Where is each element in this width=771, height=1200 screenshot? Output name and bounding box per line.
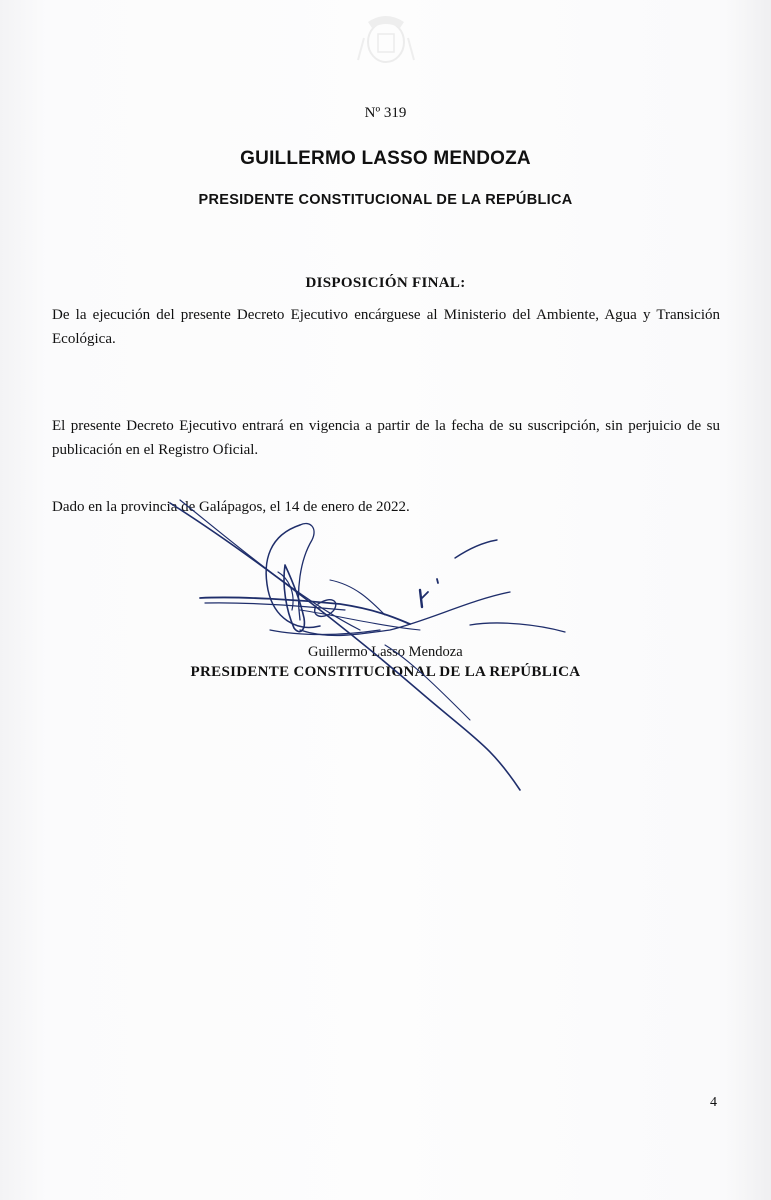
signer-title: PRESIDENTE CONSTITUCIONAL DE LA REPÚBLICA — [190, 664, 581, 680]
section-heading: DISPOSICIÓN FINAL: — [305, 275, 466, 291]
coat-of-arms-watermark-icon — [356, 8, 416, 68]
paragraph-effectiveness: El presente Decreto Ejecutivo entrará en vigencia a partir de la fecha de su suscripción, sin perjuicio de su publicación en el Registro Oficial. — [52, 418, 720, 458]
president-name-heading: GUILLERMO LASSO MENDOZA — [240, 148, 531, 169]
paragraph-execution: De la ejecución del presente Decreto Ejecutivo encárguese al Ministerio del Ambiente, Agua y Transición Ecológica. — [52, 307, 720, 347]
page-number: 4 — [710, 1095, 717, 1110]
office-heading: PRESIDENTE CONSTITUCIONAL DE LA REPÚBLICA — [198, 192, 573, 208]
signer-name: Guillermo Lasso Mendoza — [308, 644, 463, 660]
paragraph-date-place: Dado en la provincia de Galápagos, el 14 de enero de 2022. — [52, 499, 410, 515]
decree-number: Nº 319 — [364, 105, 407, 121]
